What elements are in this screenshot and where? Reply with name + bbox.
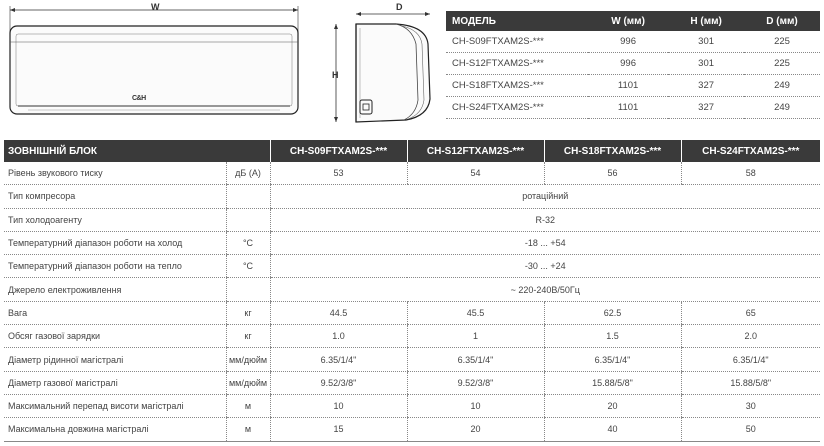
value-cell: 6.35/1/4"	[407, 348, 544, 371]
value-cell: 9.52/3/8"	[270, 371, 407, 394]
table-row	[4, 185, 820, 208]
model-cell: CH-S24FTXAM2S-***	[446, 97, 588, 119]
param-unit: м	[226, 418, 270, 441]
height-cell: 301	[668, 31, 744, 53]
value-cell: 20	[544, 394, 681, 417]
value-cell: 1.5	[544, 325, 681, 348]
param-name: Рівень звукового тиску	[4, 162, 226, 185]
width-cell: 996	[588, 53, 668, 75]
model-cell: CH-S09FTXAM2S-***	[446, 31, 588, 53]
table-row	[446, 97, 820, 119]
param-unit	[226, 278, 270, 301]
depth-cell: 249	[744, 75, 820, 97]
value-cell: R-32	[270, 208, 820, 231]
param-unit: дБ (А)	[226, 162, 270, 185]
param-unit	[226, 185, 270, 208]
table-row	[4, 348, 820, 371]
model-header: CH-S18FTXAM2S-***	[544, 140, 681, 162]
unit-header	[226, 140, 270, 162]
value-cell: 15.88/5/8"	[544, 371, 681, 394]
param-name: Діаметр рідинної магістралі	[4, 348, 226, 371]
value-cell: 6.35/1/4"	[681, 348, 820, 371]
front-view-diagram	[8, 4, 300, 124]
param-unit: °С	[226, 255, 270, 278]
model-cell: CH-S18FTXAM2S-***	[446, 75, 588, 97]
param-name: Діаметр газової магістралі	[4, 371, 226, 394]
side-view-diagram	[326, 4, 434, 129]
value-cell: 1.0	[270, 325, 407, 348]
dimensions-table	[446, 11, 820, 119]
param-unit: кг	[226, 301, 270, 324]
brand-logo: C&H	[132, 95, 146, 102]
table-row	[4, 371, 820, 394]
table-row	[4, 208, 820, 231]
param-name: Максимальний перепад висоти магістралі	[4, 394, 226, 417]
value-cell: 2.0	[681, 325, 820, 348]
table-row	[4, 231, 820, 254]
table-row	[4, 325, 820, 348]
param-name: Температурний діапазон роботи на тепло	[4, 255, 226, 278]
spec-table-title: ЗОВНІШНІЙ БЛОК	[4, 140, 226, 162]
value-cell: 45.5	[407, 301, 544, 324]
depth-cell: 225	[744, 53, 820, 75]
value-cell: 53	[270, 162, 407, 185]
height-cell: 327	[668, 97, 744, 119]
table-row	[4, 394, 820, 417]
value-cell: 44.5	[270, 301, 407, 324]
value-cell: 20	[407, 418, 544, 441]
param-unit: кг	[226, 325, 270, 348]
height-cell: 301	[668, 53, 744, 75]
col-header-model: МОДЕЛЬ	[446, 11, 588, 31]
model-header: CH-S12FTXAM2S-***	[407, 140, 544, 162]
value-cell: -18 ... +54	[270, 231, 820, 254]
param-unit: мм/дюйм	[226, 371, 270, 394]
table-row	[4, 418, 820, 441]
value-cell: -30 ... +24	[270, 255, 820, 278]
col-header-d: D (мм)	[744, 11, 820, 31]
table-row	[446, 31, 820, 53]
model-header: CH-S24FTXAM2S-***	[681, 140, 820, 162]
value-cell: 50	[681, 418, 820, 441]
table-row	[446, 75, 820, 97]
param-name: Температурний діапазон роботи на холод	[4, 231, 226, 254]
value-cell: 1	[407, 325, 544, 348]
depth-cell: 249	[744, 97, 820, 119]
dimensions-header-row	[446, 11, 820, 31]
value-cell: 62.5	[544, 301, 681, 324]
depth-cell: 225	[744, 31, 820, 53]
value-cell: 15.88/5/8"	[681, 371, 820, 394]
param-name: Вага	[4, 301, 226, 324]
value-cell: ~ 220-240В/50Гц	[270, 278, 820, 301]
param-name: Джерело електроживлення	[4, 278, 226, 301]
width-label: W	[151, 2, 160, 12]
height-label: H	[332, 70, 339, 80]
value-cell: 15	[270, 418, 407, 441]
param-name: Обсяг газової зарядки	[4, 325, 226, 348]
table-row	[4, 255, 820, 278]
col-header-h: H (мм)	[668, 11, 744, 31]
model-cell: CH-S12FTXAM2S-***	[446, 53, 588, 75]
value-cell: 40	[544, 418, 681, 441]
width-cell: 996	[588, 31, 668, 53]
param-unit: мм/дюйм	[226, 348, 270, 371]
table-row	[4, 278, 820, 301]
param-unit: м	[226, 394, 270, 417]
value-cell: 58	[681, 162, 820, 185]
value-cell: 6.35/1/4"	[544, 348, 681, 371]
width-cell: 1101	[588, 75, 668, 97]
value-cell: 54	[407, 162, 544, 185]
height-cell: 327	[668, 75, 744, 97]
value-cell: 65	[681, 301, 820, 324]
param-name: Максимальна довжина магістралі	[4, 418, 226, 441]
model-header: CH-S09FTXAM2S-***	[270, 140, 407, 162]
col-header-w: W (мм)	[588, 11, 668, 31]
value-cell: 56	[544, 162, 681, 185]
param-name: Тип холодоагенту	[4, 208, 226, 231]
param-unit: °С	[226, 231, 270, 254]
table-row	[446, 53, 820, 75]
table-row	[4, 162, 820, 185]
value-cell: 30	[681, 394, 820, 417]
table-row	[4, 301, 820, 324]
param-unit	[226, 208, 270, 231]
depth-label: D	[396, 2, 403, 12]
value-cell: ротаційний	[270, 185, 820, 208]
width-cell: 1101	[588, 97, 668, 119]
value-cell: 9.52/3/8"	[407, 371, 544, 394]
value-cell: 10	[270, 394, 407, 417]
param-name: Тип компресора	[4, 185, 226, 208]
value-cell: 6.35/1/4"	[270, 348, 407, 371]
outdoor-unit-spec-table	[4, 140, 820, 442]
spec-header-row	[4, 140, 820, 162]
value-cell: 10	[407, 394, 544, 417]
